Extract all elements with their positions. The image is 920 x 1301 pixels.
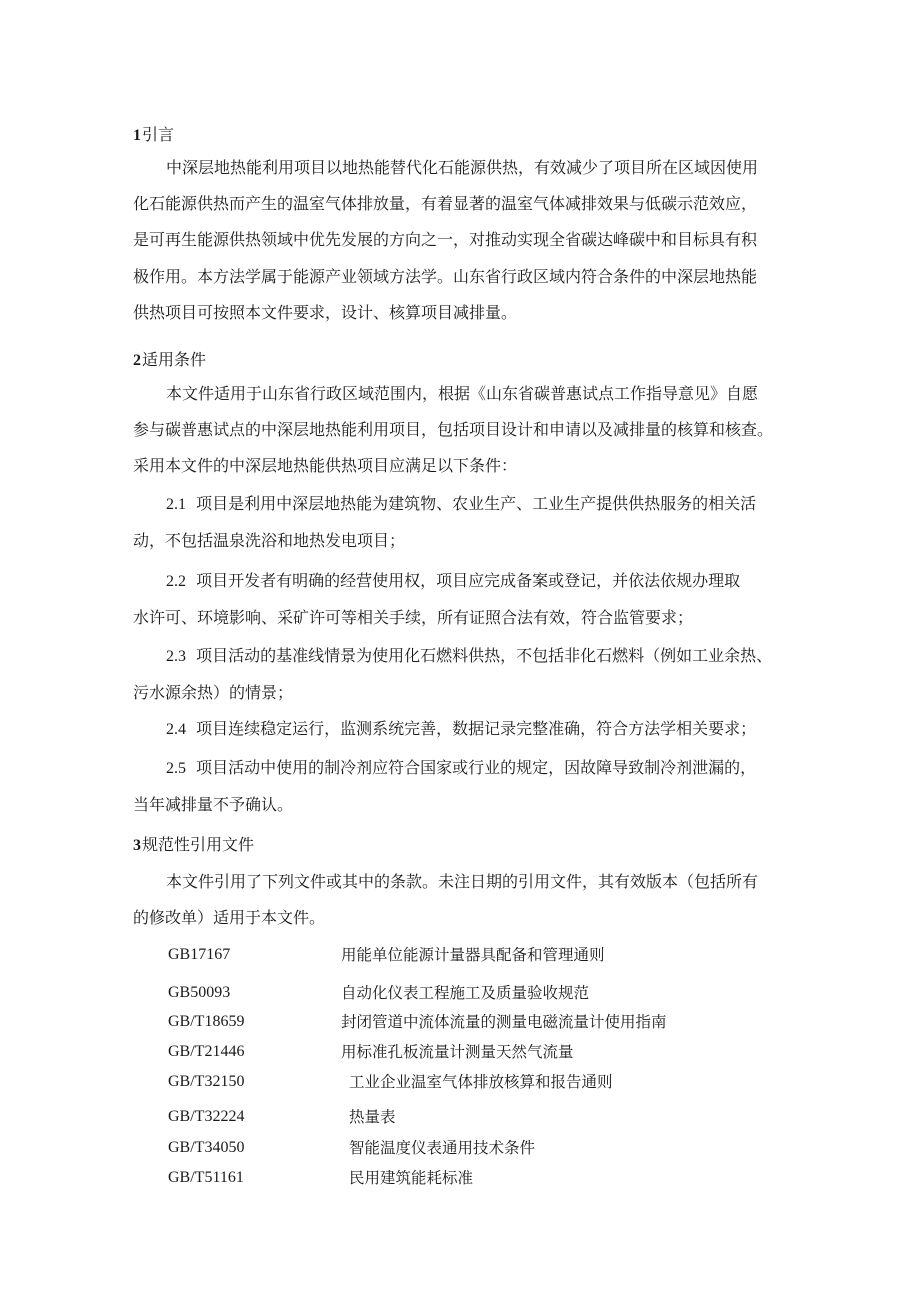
- section-3-intro: [133, 864, 797, 936]
- text-line: 是可再生能源供热领域中优先发展的方向之一，对推动实现全省碳达峰碳中和目标具有积: [133, 230, 758, 250]
- reference-code: GB/T32224: [168, 1108, 245, 1125]
- text-line: 采用本文件的中深层地热能供热项目应满足以下条件：: [133, 456, 518, 476]
- text-line: 极作用。本方法学属于能源产业领域方法学。山东省行政区域内符合条件的中深层地热能: [133, 266, 758, 286]
- text-line: 化石能源供热而产生的温室气体排放量，有着显著的温室气体减排效果与低碳示范效应，: [133, 194, 758, 214]
- condition-item-2-4: 2.4 项目连续稳定运行，监测系统完善，数据记录完整准确，符合方法学相关要求；: [166, 719, 757, 738]
- reference-title: 用标准孔板流量计测量天然气流量: [341, 1043, 574, 1061]
- condition-item-2-1: 2.1 项目是利用中深层地热能为建筑物、农业生产、工业生产提供供热服务的相关活 动，不包括温泉洗浴和地热发电项目；: [133, 494, 757, 551]
- reference-title: 民用建筑能耗标准: [349, 1169, 474, 1187]
- reference-title: 用能单位能源计量器具配备和管理通则: [341, 946, 605, 964]
- reference-code: GB/T18659: [168, 1013, 245, 1030]
- condition-item-2-5: 2.5 项目活动中使用的制冷剂应符合国家或行业的规定，因故障导致制冷剂泄漏的， 当年减排量不予确认。: [133, 758, 757, 815]
- reference-code: GB/T32150: [168, 1073, 245, 1090]
- text-line: 本文件引用了下列文件或其中的条款。未注日期的引用文件，其有效版本（包括所有: [166, 872, 759, 891]
- text-line: 本文件适用于山东省行政区域范围内，根据《山东省碳普惠试点工作指导意见》自愿: [166, 384, 759, 403]
- text-line: 参与碳普惠试点的中深层地热能利用项目，包括项目设计和申请以及减排量的核算和核查。: [133, 420, 774, 440]
- text-line: 的修改单）适用于本文件。: [133, 908, 326, 928]
- reference-title: 自动化仪表工程施工及质量验收规范: [341, 984, 590, 1002]
- reference-title: 工业企业温室气体排放核算和报告通则: [349, 1073, 613, 1091]
- text-line: 供热项目可按照本文件要求，设计、核算项目减排量。: [133, 302, 518, 322]
- condition-item-2-3: 2.3 项目活动的基准线情景为使用化石燃料供热，不包括非化石燃料（例如工业余热、 污水源余热）的情景；: [133, 646, 773, 703]
- text-line: 中深层地热能利用项目以地热能替代化石能源供热，有效减少了项目所在区域因使用: [166, 158, 759, 177]
- reference-code: GB17167: [168, 946, 231, 963]
- section-1-paragraph: [133, 150, 797, 331]
- condition-item-2-2: 2.2 项目开发者有明确的经营使用权，项目应完成备案或登记，并依法依规办理取 水许可、环境影响、采矿许可等相关手续，所有证照合法有效，符合监管要求；: [133, 571, 741, 628]
- reference-code: GB/T34050: [168, 1139, 245, 1156]
- reference-title: 封闭管道中流体流量的测量电磁流量计使用指南: [341, 1013, 667, 1031]
- section-heading-1: 1引言: [133, 125, 175, 144]
- reference-title: 热量表: [349, 1108, 396, 1126]
- section-2-intro: [133, 376, 797, 485]
- section-heading-2: 2适用条件: [133, 350, 207, 369]
- reference-title: 智能温度仪表通用技术条件: [349, 1139, 536, 1157]
- section-heading-3: 3规范性引用文件: [133, 835, 255, 854]
- reference-code: GB/T51161: [168, 1169, 244, 1186]
- reference-code: GB50093: [168, 984, 231, 1001]
- reference-code: GB/T21446: [168, 1043, 245, 1060]
